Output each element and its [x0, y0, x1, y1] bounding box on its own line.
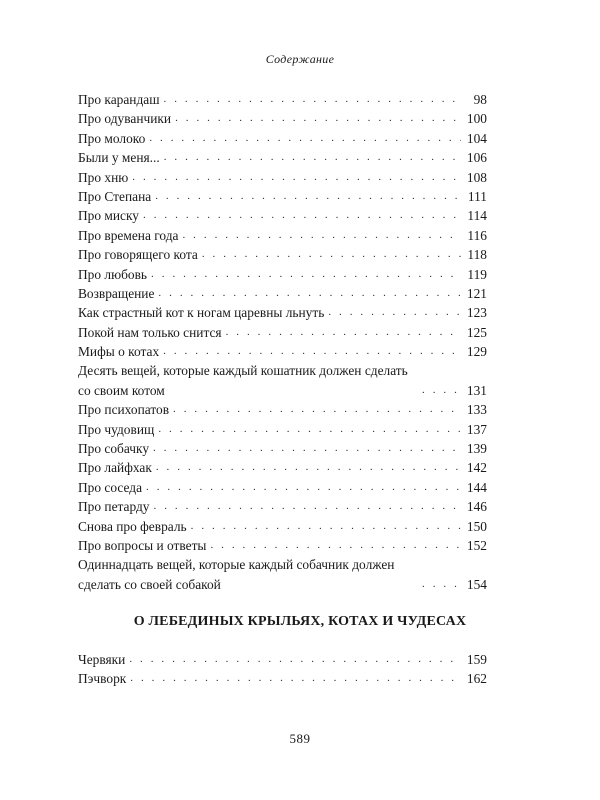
toc-entry[interactable]: [78, 226, 487, 245]
toc-entry-title: Про хню: [78, 169, 129, 185]
toc-entry-page: 146: [466, 499, 487, 515]
page-number: 589: [289, 731, 311, 746]
leader-dots: [155, 187, 461, 206]
toc-entry-page: 119: [467, 266, 487, 282]
toc-entry[interactable]: [78, 90, 487, 109]
toc-entry[interactable]: [78, 420, 487, 439]
toc-entry-title: Возвращение: [78, 285, 155, 301]
toc-entry-title: Десять вещей, которые каждый кошатник должен сделать со своим котом: [78, 363, 408, 398]
toc-entry[interactable]: [78, 148, 487, 167]
toc-entry-title: Про времена года: [78, 227, 179, 243]
toc-entry-page: 144: [466, 479, 487, 495]
toc-entry-page: 142: [466, 460, 487, 476]
toc-entry-title: Про психопатов: [78, 402, 170, 418]
toc-entry[interactable]: [78, 187, 487, 206]
toc-entry-page: 123: [466, 305, 487, 321]
running-head: Содержание: [265, 52, 335, 66]
toc-entry-title: Про собачку: [78, 441, 150, 457]
toc-entry-page: 116: [467, 227, 487, 243]
toc-entry-page: 139: [466, 441, 487, 457]
leader-dots: [173, 400, 461, 419]
toc-entry-title: Про карандаш: [78, 91, 160, 107]
toc-entry-title: Про Степана: [78, 188, 152, 204]
toc-entry[interactable]: [78, 650, 487, 669]
toc-entry[interactable]: [78, 168, 487, 187]
leader-dots: [191, 517, 461, 536]
table-of-contents: [78, 90, 487, 594]
toc-entry[interactable]: [78, 206, 487, 225]
table-of-contents-section: [78, 650, 487, 689]
toc-entry-title: Одиннадцать вещей, которые каждый собачник должен сделать со своей собакой: [78, 557, 395, 592]
toc-entry-page: 104: [466, 130, 487, 146]
leader-dots: [153, 439, 461, 458]
toc-entry[interactable]: [78, 303, 487, 322]
toc-entry-page: 133: [466, 402, 487, 418]
toc-entry-title: Про чудовищ: [78, 421, 155, 437]
toc-entry-page: 129: [466, 344, 487, 360]
toc-entry-title: Про соседа: [78, 479, 143, 495]
section-heading: О ЛЕБЕДИНЫХ КРЫЛЬЯХ, КОТАХ И ЧУДЕСАХ: [133, 614, 467, 629]
leader-dots: [143, 206, 461, 225]
toc-entry-title: Пэчворк: [78, 671, 127, 687]
leader-dots: [163, 342, 461, 361]
leader-dots: [226, 323, 461, 342]
leader-dots: [129, 650, 461, 669]
toc-entry-title: Червяки: [78, 651, 126, 667]
toc-entry[interactable]: [78, 129, 487, 148]
leader-dots: [164, 90, 461, 109]
toc-entry[interactable]: [78, 361, 487, 400]
toc-entry[interactable]: [78, 536, 487, 555]
leader-dots: [156, 458, 461, 477]
toc-entry-title: Про любовь: [78, 266, 148, 282]
leader-dots: [328, 303, 461, 322]
toc-entry-title: Покой нам только снится: [78, 324, 222, 340]
toc-entry-page: 162: [466, 671, 487, 687]
toc-entry-page: 137: [466, 421, 487, 437]
toc-entry-title: Были у меня...: [78, 150, 160, 166]
toc-entry-page: 150: [466, 518, 487, 534]
toc-entry[interactable]: [78, 555, 487, 594]
leader-dots: [132, 168, 461, 187]
toc-entry[interactable]: [78, 284, 487, 303]
toc-entry[interactable]: [78, 458, 487, 477]
toc-entry-page: 121: [466, 285, 487, 301]
leader-dots: [202, 245, 461, 264]
leader-dots: [422, 575, 461, 594]
toc-entry-title: Снова про февраль: [78, 518, 187, 534]
toc-entry-page: 159: [466, 651, 487, 667]
toc-entry[interactable]: [78, 497, 487, 516]
toc-entry[interactable]: [78, 439, 487, 458]
toc-entry[interactable]: [78, 400, 487, 419]
leader-dots: [422, 381, 461, 400]
toc-entry-page: 111: [467, 188, 487, 204]
toc-entry-page: 100: [466, 111, 487, 127]
leader-dots: [149, 129, 461, 148]
toc-entry-title: Про одуванчики: [78, 111, 172, 127]
leader-dots: [158, 420, 461, 439]
toc-entry-page: 118: [467, 247, 487, 263]
toc-entry-title: Про говорящего кота: [78, 247, 198, 263]
leader-dots: [151, 265, 461, 284]
toc-entry-title: Про петарду: [78, 499, 150, 515]
toc-entry-page: 154: [466, 576, 487, 592]
toc-entry[interactable]: [78, 478, 487, 497]
leader-dots: [130, 669, 461, 688]
toc-entry[interactable]: [78, 245, 487, 264]
leader-dots: [182, 226, 461, 245]
toc-entry-title: Как страстный кот к ногам царевны льнуть: [78, 305, 325, 321]
toc-entry-page: 114: [467, 208, 487, 224]
toc-entry-page: 152: [466, 537, 487, 553]
toc-entry-page: 106: [466, 150, 487, 166]
leader-dots: [154, 497, 461, 516]
toc-entry-page: 131: [466, 382, 487, 398]
toc-entry[interactable]: [78, 265, 487, 284]
toc-entry-page: 98: [473, 91, 487, 107]
toc-entry[interactable]: [78, 342, 487, 361]
toc-entry[interactable]: [78, 109, 487, 128]
leader-dots: [146, 478, 461, 497]
leader-dots: [158, 284, 461, 303]
leader-dots: [164, 148, 461, 167]
toc-entry-title: Про миску: [78, 208, 140, 224]
toc-entry-title: Про лайфхак: [78, 460, 152, 476]
toc-entry[interactable]: [78, 323, 487, 342]
leader-dots: [210, 536, 461, 555]
leader-dots: [175, 109, 461, 128]
toc-entry-title: Мифы о котах: [78, 344, 160, 360]
toc-entry-page: 108: [466, 169, 487, 185]
toc-entry[interactable]: [78, 669, 487, 688]
toc-entry-page: 125: [466, 324, 487, 340]
toc-entry-title: Про вопросы и ответы: [78, 537, 207, 553]
toc-entry-title: Про молоко: [78, 130, 146, 146]
toc-entry[interactable]: [78, 517, 487, 536]
